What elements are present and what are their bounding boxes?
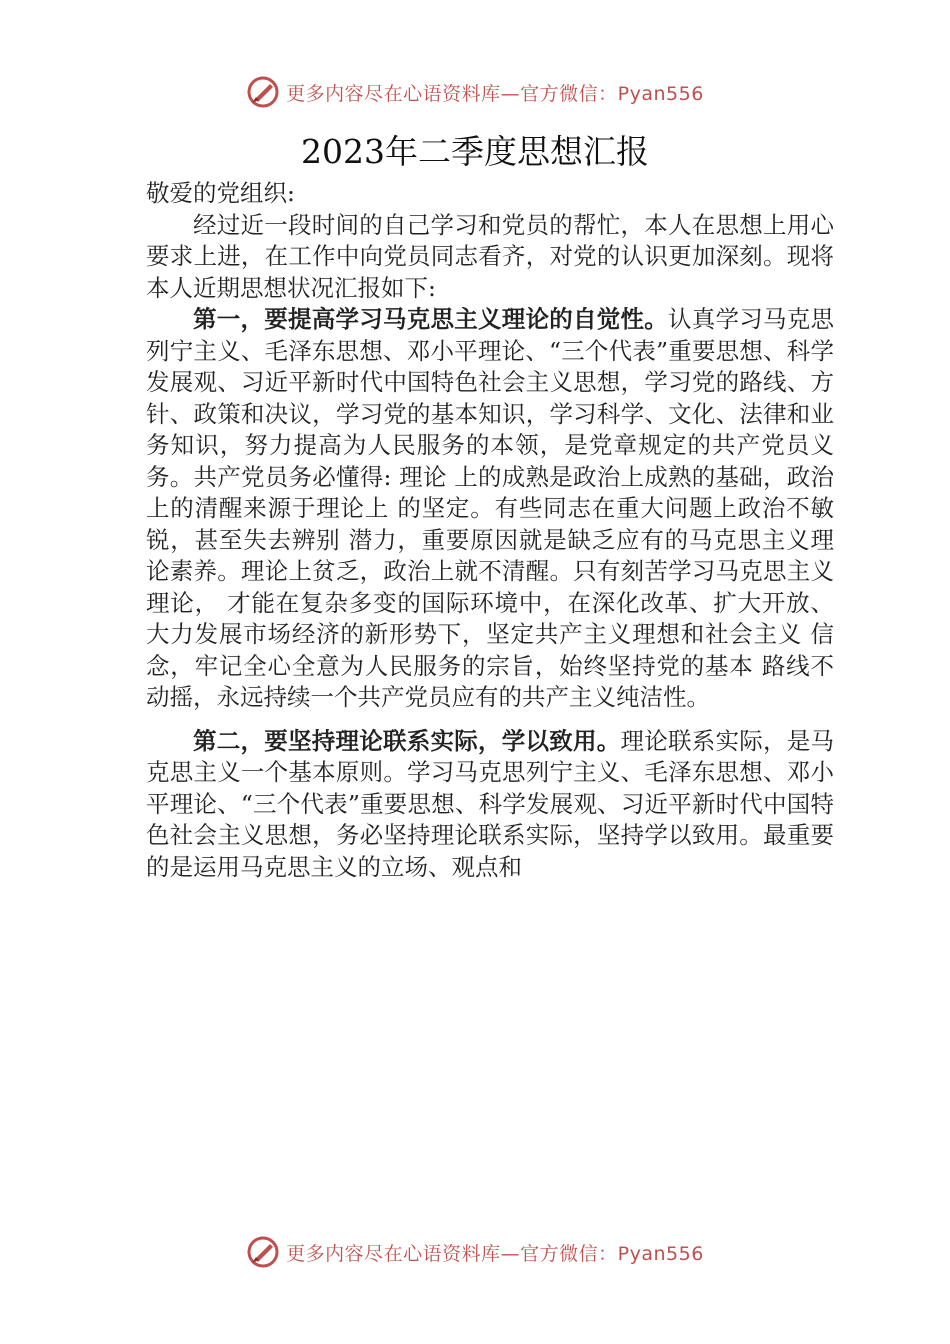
document-body [146, 178, 834, 883]
footer-banner [0, 1232, 950, 1272]
banner-text: 更多内容尽在心语资料库—官方微信：Pyan556 [286, 1242, 704, 1265]
header-banner [0, 72, 950, 112]
banner-text: 更多内容尽在心语资料库—官方微信：Pyan556 [286, 82, 704, 105]
section-2-body: 理论联系实际，是马克思主义一个基本原则。学习马克思列宁主义、毛泽东思想、邓小平理论、“三个代表”重要思想、科学发展观、习近平新时代中国特色社会主义思想，务必坚持理论联系实际，坚持学以致用。最重要的是运用马克思主义的立场、观点和 [146, 726, 834, 881]
intro-paragraph: 经过近一段时间的自己学习和党员的帮忙，本人在思想上用心要求上进，在工作中向党员同志看齐，对党的认识更加深刻。现将本人近期思想状况汇报如下: [146, 210, 834, 302]
section-2-heading: 第二，要坚持理论联系实际，学以致用。 [193, 726, 621, 755]
section-2-paragraph [146, 726, 834, 884]
pen-circle-logo-icon [246, 1235, 280, 1269]
salutation: 敬爱的党组织: [146, 179, 295, 207]
document-title: 2023年二季度思想汇报 [301, 132, 649, 171]
section-1-heading: 第一，要提高学习马克思主义理论的自觉性。 [193, 305, 668, 333]
section-1-body: 认真学习马克思列宁主义、毛泽东思想、邓小平理论、“三个代表”重要思想、科学发展观、习近平新时代中国特色社会主义思想，学习党的路线、方针、政策和决议，学习党的基本知识，学习科学、文化、法律和业务知识，努力提高为人民服务的本领，是党章规定的共产党员义务。共产党员务必懂得: 理论 上的成熟是政治上成熟的基础，政治上的清醒来源于理论上 的坚定。有些同志在重大问题上政治不敏锐，甚至失去辨别 潜力，重要原因就是缺乏应有的马克思主义理论素养。理论上贫乏，政治上就不清醒。只有刻苦学习马克思主义理论， 才能在复杂多变的国际环境中，在深化改革、扩大开放、大力发展市场经济的新形势下，坚定共产主义理想和社会主义 信念，牢记全心全意为人民服务的宗旨，始终坚持党的基本 路线不动摇，永远持续一个共产党员应有的共产主义纯洁性。 [146, 305, 834, 711]
section-1-paragraph [146, 304, 834, 714]
pen-circle-logo-icon [246, 75, 280, 109]
